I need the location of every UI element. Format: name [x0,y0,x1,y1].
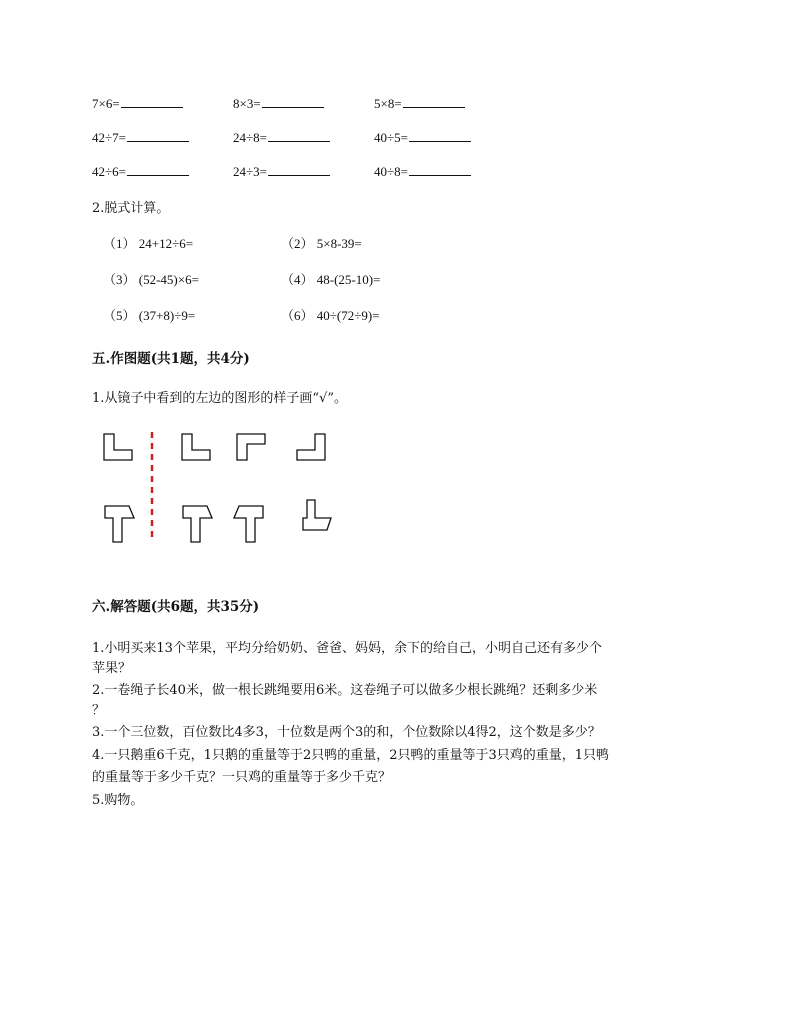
calc-item [92,129,189,146]
calc-item [233,163,330,180]
calc-expression: 5×8= [374,96,402,111]
question-line: 1.小明买来13个苹果，平均分给奶奶、爸爸、妈妈，余下的给自己，小明自己还有多少个 [92,641,602,656]
question-line: 3.一个三位数，百位数比4多3，十位数是两个3的和，个位数除以4得2，这个数是多少？ [92,725,601,740]
calc-item [374,163,471,180]
original-hammer-shape [102,502,136,546]
calc-item [374,95,465,112]
calc-item [374,129,471,146]
item-expression: (37+8)÷9= [138,308,196,323]
calc-expression: 40÷8= [374,164,408,179]
step-calc-item [103,305,195,324]
option-l-shape[interactable] [178,430,214,464]
option-hammer-shape[interactable] [180,502,214,546]
step-calc-item [281,233,362,252]
item-number: （2） [281,236,314,251]
calc-expression: 24÷3= [233,164,267,179]
calc-expression: 42÷6= [92,164,126,179]
item-number: （5） [103,308,136,323]
question-line: 4.一只鹅重6千克，1只鹅的重量等于2只鸭的重量，2只鸭的重量等于3只鸡的重量，1只鸭 [92,748,610,763]
question-title: 2.脱式计算。 [92,201,170,216]
answer-blank[interactable] [268,129,330,142]
item-expression: 48-(25-10)= [316,272,381,287]
item-expression: 40÷(72÷9)= [316,308,380,323]
step-calc-item [103,269,199,288]
option-mirrored-hammer-shape[interactable] [232,502,266,546]
original-l-shape [100,430,136,464]
answer-blank[interactable] [409,163,471,176]
question-line: 苹果？ [92,661,132,676]
section-heading: 六.解答题(共6题，共35分) [92,599,260,615]
item-expression: 24+12÷6= [138,236,194,251]
calc-item [233,129,330,146]
item-number: （6） [281,308,314,323]
answer-blank[interactable] [262,95,324,108]
option-rotated-hammer-shape[interactable] [297,496,335,536]
question-line: 2.一卷绳子长40米，做一根长跳绳要用6米。这卷绳子可以做多少根长跳绳？还剩多少米 [92,683,598,698]
answer-blank[interactable] [121,95,183,108]
answer-blank[interactable] [403,95,465,108]
section-heading: 五.作图题(共1题，共4分) [92,351,250,367]
calc-item [92,163,189,180]
item-expression: (52-45)×6= [138,272,199,287]
step-calc-item [103,233,193,252]
item-number: （3） [103,272,136,287]
calc-expression: 24÷8= [233,130,267,145]
item-number: （4） [281,272,314,287]
question-text: 1.从镜子中看到的左边的图形的样子画“√”。 [92,391,347,406]
option-gamma-shape[interactable] [233,430,269,464]
step-calc-item [281,269,380,288]
calc-expression: 42÷7= [92,130,126,145]
question-line: 5.购物。 [92,793,144,808]
calc-expression: 40÷5= [374,130,408,145]
step-calc-item [281,305,380,324]
item-expression: 5×8-39= [316,236,362,251]
calc-expression: 8×3= [233,96,261,111]
mirror-line [147,430,157,544]
answer-blank[interactable] [409,129,471,142]
option-reversed-l-shape[interactable] [293,430,329,464]
answer-blank[interactable] [268,163,330,176]
calc-item [92,95,183,112]
calc-item [233,95,324,112]
calc-expression: 7×6= [92,96,120,111]
item-number: （1） [103,236,136,251]
question-line: 的重量等于多少千克？一只鸡的重量等于多少千克？ [92,770,392,785]
answer-blank[interactable] [127,163,189,176]
question-line: ？ [92,703,106,718]
answer-blank[interactable] [127,129,189,142]
